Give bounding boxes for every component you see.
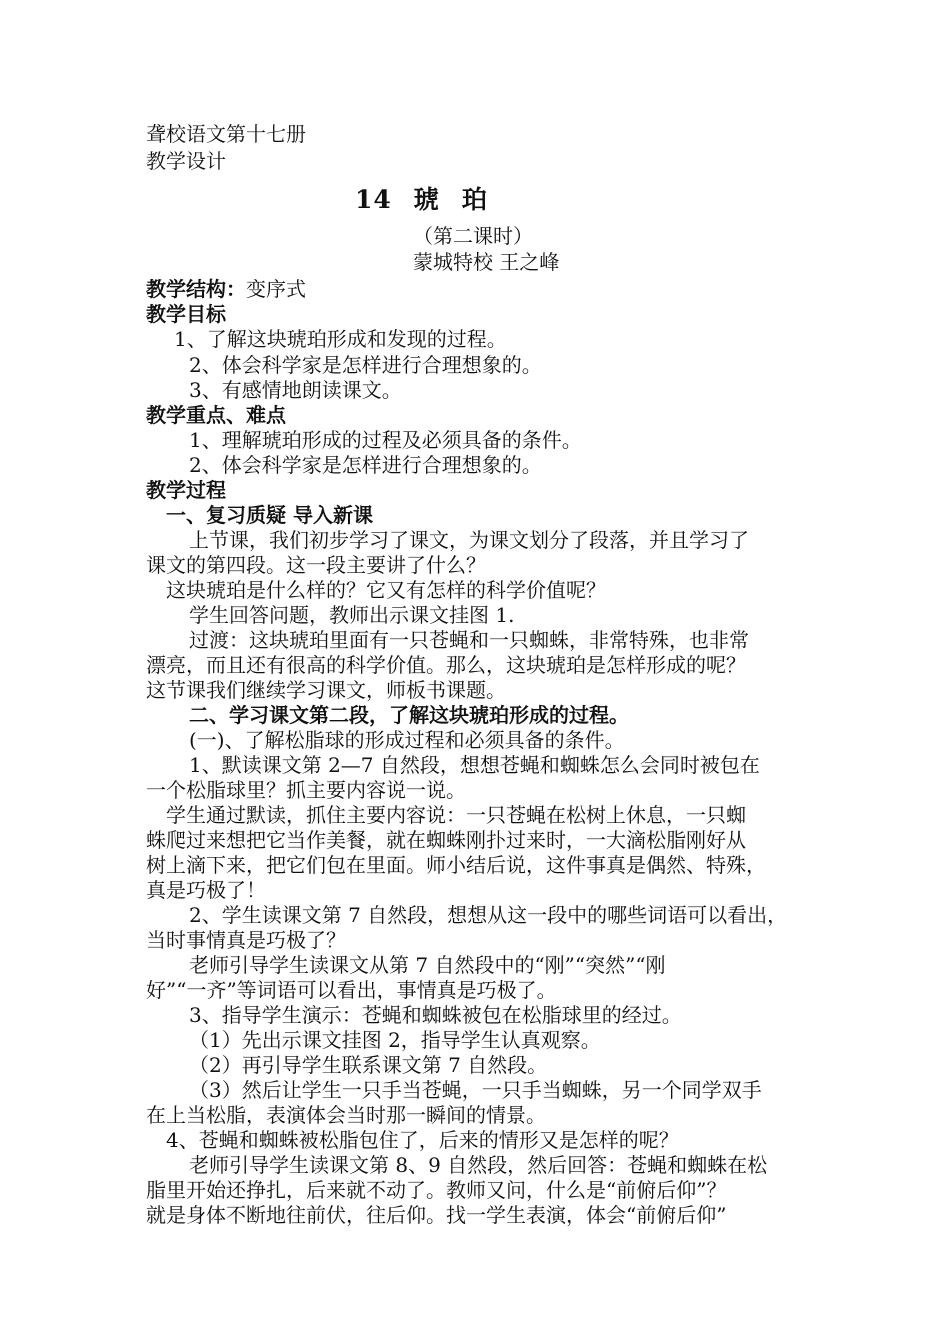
paragraph-line: 学生通过默读，抓住主要内容说：一只苍蝇在松树上休息，一只蜘 <box>166 803 746 827</box>
paragraph-line: 4、苍蝇和蜘蛛被松脂包住了，后来的情形又是怎样的呢？ <box>166 1128 679 1152</box>
paragraph-line: 树上滴下来，把它们包在里面。师小结后说，这件事真是偶然、特殊， <box>146 853 766 877</box>
paragraph-line: 上节课，我们初步学习了课文，为课文划分了段落，并且学习了 <box>189 528 749 552</box>
goal-item: 3、有感情地朗读课文。 <box>189 378 402 402</box>
paragraph-line: 学生回答问题，教师出示课文挂图 1. <box>189 603 515 627</box>
paragraph-line: 一个松脂球里？抓主要内容说一说。 <box>146 778 466 802</box>
paragraph-line: 在上当松脂，表演体会当时那一瞬间的情景。 <box>146 1103 546 1127</box>
paragraph-line: 2、学生读课文第 7 自然段，想想从这一段中的哪些词语可以看出， <box>189 903 788 927</box>
header-line-1: 聋校语文第十七册 <box>146 122 306 146</box>
paragraph-line: 当时事情真是巧极了？ <box>146 928 346 952</box>
paragraph-line: 1、默读课文第 2—7 自然段，想想苍蝇和蜘蛛怎么会同时被包在 <box>189 753 760 777</box>
keypoint-item: 2、体会科学家是怎样进行合理想象的。 <box>189 453 542 477</box>
goal-item: 2、体会科学家是怎样进行合理想象的。 <box>189 353 542 377</box>
section-heading-1: 一、复习质疑 导入新课 <box>166 503 373 527</box>
structure-label: 教学结构： <box>146 277 246 301</box>
lesson-title-char-2: 珀 <box>461 185 488 214</box>
paragraph-line: 脂里开始还挣扎，后来就不动了。教师又问，什么是“前俯后仰”？ <box>146 1178 727 1202</box>
lesson-title-char-1: 琥 <box>413 185 440 214</box>
paragraph-line: （2）再引导学生联系课文第 7 自然段。 <box>189 1053 548 1077</box>
header-line-2: 教学设计 <box>146 149 226 173</box>
goals-heading: 教学目标 <box>146 302 226 326</box>
paragraph-line: 老师引导学生读课文从第 7 自然段中的“刚”“突然”“刚 <box>189 953 666 977</box>
paragraph-line: 这块琥珀是什么样的？它又有怎样的科学价值呢？ <box>166 578 606 602</box>
process-heading: 教学过程 <box>146 478 226 502</box>
lesson-title <box>355 184 488 216</box>
paragraph-line: 过渡：这块琥珀里面有一只苍蝇和一只蜘蛛，非常特殊，也非常 <box>189 628 749 652</box>
paragraph-line: 真是巧极了！ <box>146 878 266 902</box>
paragraph-line: 3、指导学生演示：苍蝇和蜘蛛被包在松脂球里的经过。 <box>189 1003 682 1027</box>
structure-line <box>146 276 306 302</box>
lesson-number: 14 <box>355 185 392 214</box>
paragraph-line: 蛛爬过来想把它当作美餐，就在蜘蛛刚扑过来时，一大滴松脂刚好从 <box>146 828 746 852</box>
paragraph-line: 这节课我们继续学习课文，师板书课题。 <box>146 678 506 702</box>
section-heading-2: 二、学习课文第二段，了解这块琥珀形成的过程。 <box>189 703 629 727</box>
subsection-heading: (一)、了解松脂球的形成过程和必须具备的条件。 <box>189 728 625 752</box>
paragraph-line: 好”“一齐”等词语可以看出，事情真是巧极了。 <box>146 978 557 1002</box>
keypoint-item: 1、理解琥珀形成的过程及必须具备的条件。 <box>189 428 582 452</box>
keypoints-heading: 教学重点、难点 <box>146 403 286 427</box>
paragraph-line: 漂亮，而且还有很高的科学价值。那么，这块琥珀是怎样形成的呢？ <box>146 653 746 677</box>
paragraph-line: （1）先出示课文挂图 2，指导学生认真观察。 <box>189 1028 601 1052</box>
paragraph-line: 老师引导学生读课文第 8、9 自然段，然后回答：苍蝇和蜘蛛在松 <box>189 1153 768 1177</box>
paragraph-line: （3）然后让学生一只手当苍蝇，一只手当蜘蛛，另一个同学双手 <box>189 1078 762 1102</box>
paragraph-line: 课文的第四段。这一段主要讲了什么？ <box>146 553 486 577</box>
structure-value: 变序式 <box>246 277 306 301</box>
author-line: 蒙城特校 王之峰 <box>413 250 560 274</box>
paragraph-line: 就是身体不断地往前伏，往后仰。找一学生表演，体会“前俯后仰” <box>146 1203 727 1227</box>
goal-item: 1、了解这块琥珀形成和发现的过程。 <box>174 327 507 351</box>
session-label: （第二课时） <box>413 224 533 248</box>
